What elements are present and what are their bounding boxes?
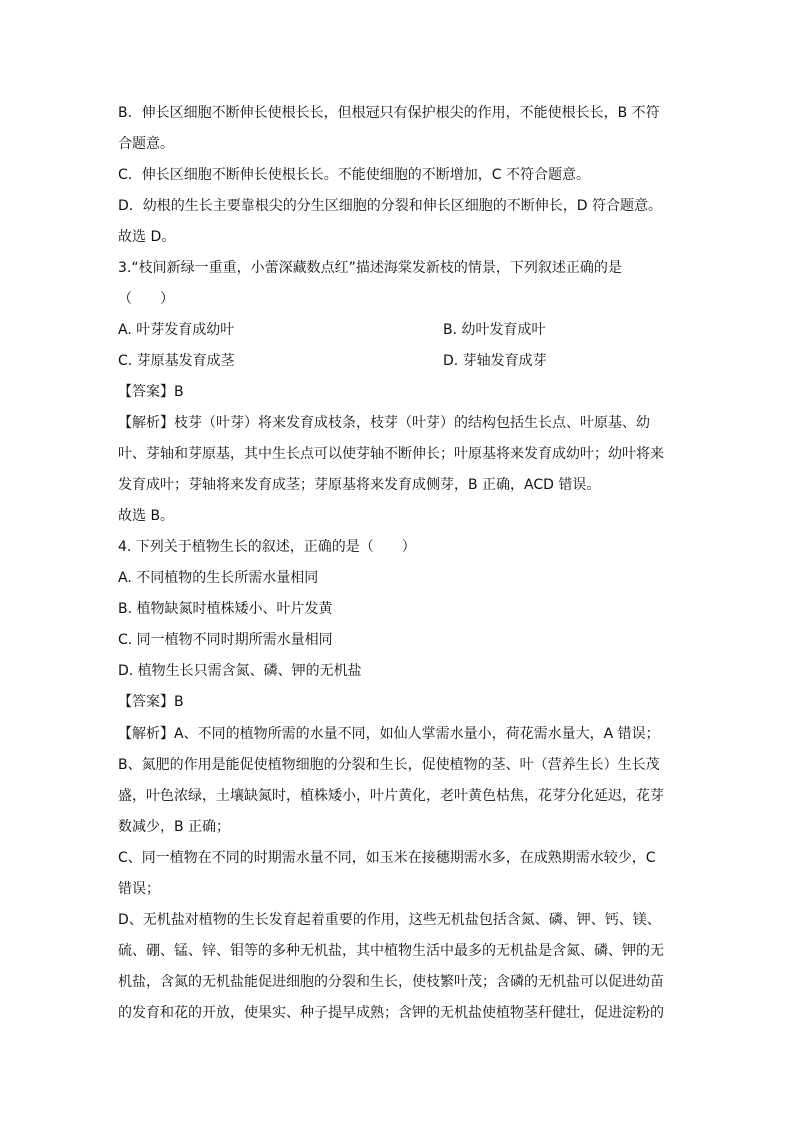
- q4-analysis-line: C、同一植物在不同的时期需水量不同，如玉米在接穗期需水多，在成熟期需水较少，C: [118, 850, 656, 866]
- q4-analysis-line: 的发育和花的开放，使果实、种子提早成熟；含钾的无机盐使植物茎秆健壮，促进淀粉的: [118, 1005, 664, 1021]
- q3-option-c: C. 芽原基发育成茎: [118, 353, 235, 369]
- q3-answer: 【答案】B: [118, 384, 184, 400]
- q4-option-d: D. 植物生长只需含氮、磷、钾的无机盐: [118, 663, 362, 679]
- q3-option-b: B. 幼叶发育成叶: [443, 322, 546, 338]
- q4-analysis-line: D、无机盐对植物的生长发育起着重要的作用，这些无机盐包括含氮、磷、钾、钙、镁、: [118, 912, 661, 928]
- q4-analysis-line: 盛，叶色浓绿，土壤缺氮时，植株矮小，叶片黄化，老叶黄色枯焦，花芽分化延迟，花芽: [118, 788, 664, 804]
- q4-option-c: C. 同一植物不同时期所需水量相同: [118, 632, 333, 648]
- q4-analysis-line: 错误；: [118, 881, 160, 897]
- q3-paren: （ ）: [118, 291, 174, 307]
- q3-analysis-3: 发育成叶；芽轴将来发育成茎；芽原基将来发育成侧芽，B 正确，ACD 错误。: [118, 477, 601, 493]
- prev-choose: 故选 D。: [118, 229, 176, 245]
- q3-option-d: D. 芽轴发育成芽: [443, 353, 547, 369]
- q4-analysis-line: 数减少，B 正确；: [118, 819, 231, 835]
- q4-option-b: B. 植物缺氮时植株矮小、叶片发黄: [118, 601, 333, 617]
- prev-option-c: C．伸长区细胞不断伸长使根长长。不能使细胞的不断增加，C 不符合题意。: [118, 167, 590, 183]
- q3-analysis-1: 【解析】枝芽（叶芽）将来发育成枝条，枝芽（叶芽）的结构包括生长点、叶原基、幼: [118, 415, 650, 431]
- q4-answer: 【答案】B: [118, 694, 184, 710]
- q4-analysis-line: 机盐，含氮的无机盐能促进细胞的分裂和生长，使枝繁叶茂；含磷的无机盐可以促进幼苗: [118, 974, 664, 990]
- q4-analysis-line: 硫、硼、锰、锌、钼等的多种无机盐，其中植物生活中最多的无机盐是含氮、磷、钾的无: [118, 943, 664, 959]
- q4-stem: 4. 下列关于植物生长的叙述，正确的是（ ）: [118, 539, 416, 555]
- prev-option-d: D．幼根的生长主要靠根尖的分生区细胞的分裂和伸长区细胞的不断伸长，D 符合题意。: [118, 198, 663, 214]
- prev-option-b-line1: B．伸长区细胞不断伸长使根长长，但根冠只有保护根尖的作用，不能使根长长，B 不符: [118, 105, 660, 121]
- q3-option-a: A. 叶芽发育成幼叶: [118, 322, 235, 338]
- q4-option-a: A. 不同植物的生长所需水量相同: [118, 570, 319, 586]
- q4-analysis-line: 【解析】A、不同的植物所需的水量不同，如仙人掌需水量小，荷花需水量大，A 错误；: [118, 726, 660, 742]
- q3-stem: 3.“枝间新绿一重重，小蕾深藏数点红”描述海棠发新枝的情景，下列叙述正确的是: [118, 260, 622, 276]
- q3-analysis-2: 叶、芽轴和芽原基，其中生长点可以使芽轴不断伸长；叶原基将来发育成幼叶；幼叶将来: [118, 446, 664, 462]
- prev-option-b-line2: 合题意。: [118, 136, 174, 152]
- q3-choose: 故选 B。: [118, 508, 175, 524]
- q4-analysis-line: B、氮肥的作用是能促使植物细胞的分裂和生长，促使植物的茎、叶（营养生长）生长茂: [118, 757, 660, 773]
